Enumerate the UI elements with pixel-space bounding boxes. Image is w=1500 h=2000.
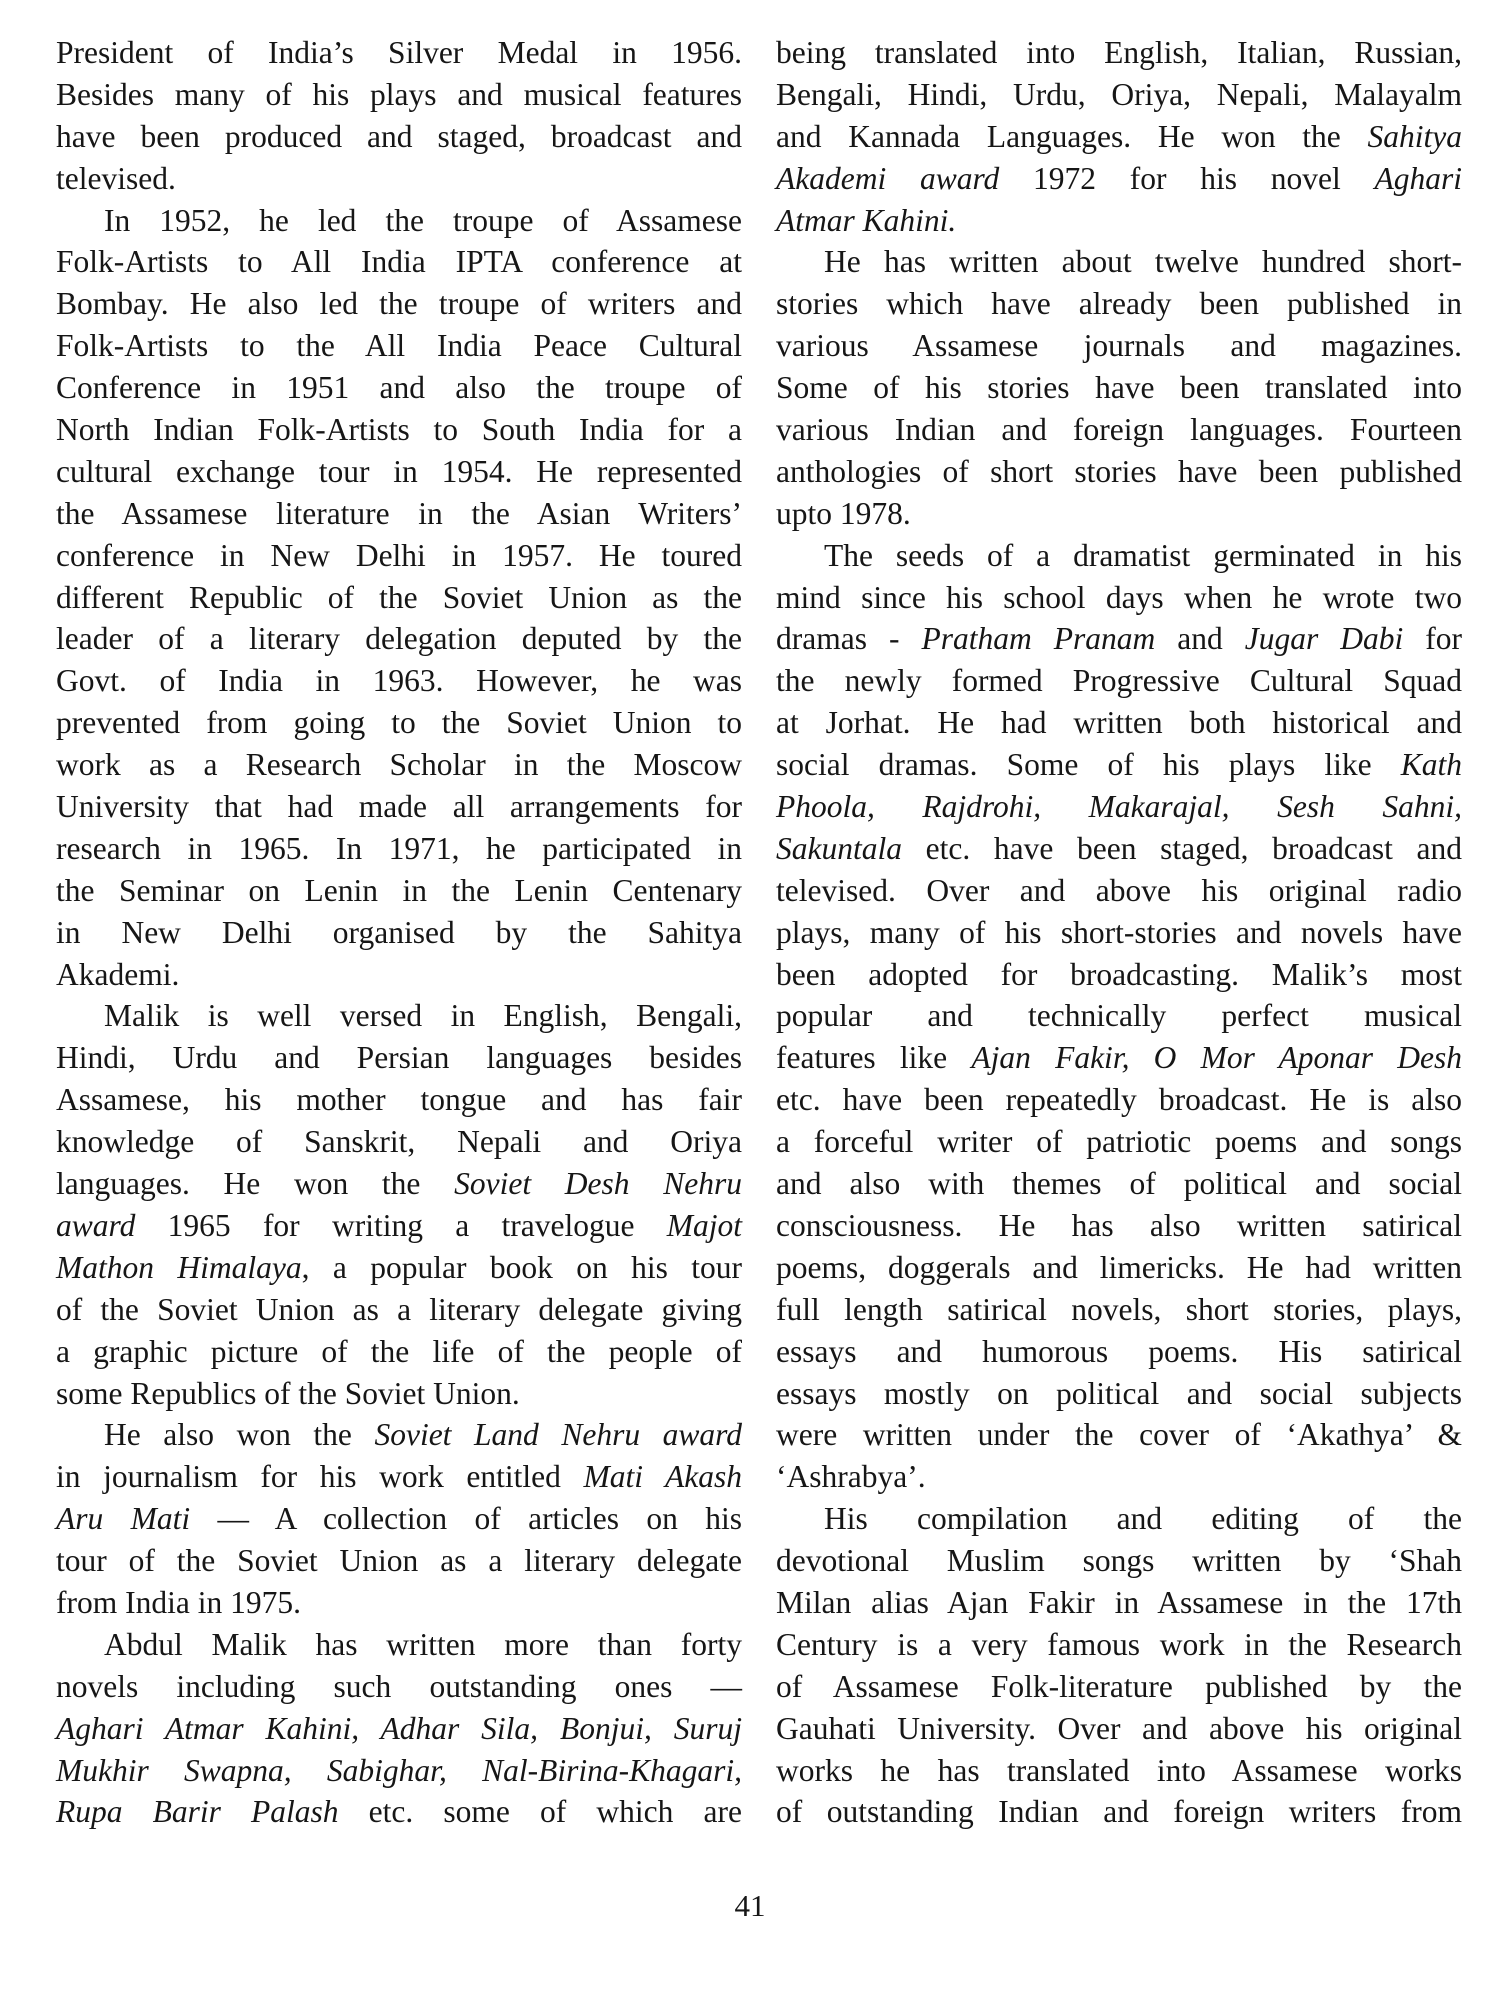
text-line: tour of the Soviet Union as a literary delegate [56,1543,742,1579]
text-line: televised. [56,160,176,196]
text-line: Akademi. [56,956,180,992]
text-line: and also with themes of political and social [776,1166,1462,1202]
text-line: the Assamese literature in the Asian Writers’ [56,495,742,531]
text-line: different Republic of the Soviet Union as the [56,579,742,615]
text-line: award 1965 for writing a travelogue Majot [56,1207,742,1243]
text-line: being translated into English, Italian, Russian, [776,35,1462,70]
text-line: were written under the cover of ‘Akathya’ & [776,1417,1462,1453]
text-line: social dramas. Some of his plays like Kath [776,747,1462,783]
text-line: dramas - Pratham Pranam and Jugar Dabi for [776,621,1463,657]
text-line: University that had made all arrangements for [56,789,742,825]
text-line: various Indian and foreign languages. Fourteen [776,412,1462,448]
text-line: research in 1965. In 1971, he participated in [56,830,742,866]
text-line: the newly formed Progressive Cultural Squad [776,663,1462,699]
page-number: 41 [734,1888,766,1923]
text-line: President of India’s Silver Medal in 1956. [56,35,742,70]
text-line: Rupa Barir Palash etc. some of which are [56,1794,742,1830]
text-line: Bombay. He also led the troupe of writers and [56,286,742,322]
text-line: of outstanding Indian and foreign writers from [776,1794,1462,1830]
text-line: upto 1978. [776,495,911,531]
text-line: have been produced and staged, broadcast and [56,118,742,154]
text-line: Bengali, Hindi, Urdu, Oriya, Nepali, Malayalm [776,76,1462,112]
text-line: works he has translated into Assamese works [776,1752,1462,1788]
text-line: a forceful writer of patriotic poems and songs [776,1124,1462,1160]
text-line: some Republics of the Soviet Union. [56,1375,520,1411]
right-text-column [776,32,1462,1833]
text-line: consciousness. He has also written satirical [776,1207,1462,1243]
text-line: from India in 1975. [56,1584,301,1620]
text-line: and Kannada Languages. He won the Sahitya [776,118,1462,154]
text-line: Besides many of his plays and musical features [56,76,742,112]
text-line: He has written about twelve hundred short- [824,244,1462,280]
text-line: Malik is well versed in English, Bengali, [104,998,742,1034]
text-line: poems, doggerals and limericks. He had written [776,1249,1462,1285]
text-line: work as a Research Scholar in the Moscow [56,747,742,783]
text-line: The seeds of a dramatist germinated in his [824,537,1462,573]
text-line: conference in New Delhi in 1957. He toured [56,537,742,573]
text-line: ‘Ashrabya’. [776,1459,926,1495]
text-line: mind since his school days when he wrote two [776,579,1462,615]
text-line: Century is a very famous work in the Research [776,1626,1462,1662]
text-line: knowledge of Sanskrit, Nepali and Oriya [56,1124,742,1160]
text-line: Govt. of India in 1963. However, he was [56,663,742,699]
text-line: anthologies of short stories have been published [776,453,1462,489]
text-line: Milan alias Ajan Fakir in Assamese in the 17th [776,1584,1462,1620]
text-line: at Jorhat. He had written both historical and [776,705,1462,741]
text-line: in New Delhi organised by the Sahitya [56,914,742,950]
text-line: been adopted for broadcasting. Malik’s most [776,956,1462,992]
text-line: He also won the Soviet Land Nehru award [104,1417,742,1453]
text-line: a graphic picture of the life of the people of [56,1333,742,1369]
text-line: Akademi award 1972 for his novel Aghari [776,160,1462,196]
text-line: plays, many of his short-stories and novels have [776,914,1462,950]
text-line: Atmar Kahini. [776,202,957,238]
text-line: televised. Over and above his original radio [776,872,1462,908]
text-line: Some of his stories have been translated into [776,370,1462,406]
text-line: leader of a literary delegation deputed by the [56,621,742,657]
text-line: Mukhir Swapna, Sabighar, Nal-Birina-Khagari, [56,1752,742,1788]
text-line: languages. He won the Soviet Desh Nehru [56,1166,742,1202]
text-line: the Seminar on Lenin in the Lenin Centenary [56,872,742,908]
text-line: popular and technically perfect musical [776,998,1462,1034]
text-line: essays and humorous poems. His satirical [776,1333,1462,1369]
text-line: of the Soviet Union as a literary delegate giving [56,1291,742,1327]
text-line: Sakuntala etc. have been staged, broadcast and [776,830,1462,866]
text-line: Gauhati University. Over and above his original [776,1710,1462,1746]
text-line: Phoola, Rajdrohi, Makarajal, Sesh Sahni, [776,789,1462,825]
text-line: of Assamese Folk-literature published by the [776,1668,1462,1704]
text-line: Aghari Atmar Kahini, Adhar Sila, Bonjui, Suruj [56,1710,742,1746]
text-line: His compilation and editing of the [824,1501,1462,1537]
text-line: In 1952, he led the troupe of Assamese [104,202,742,238]
text-line: etc. have been repeatedly broadcast. He is also [776,1082,1462,1118]
text-line: in journalism for his work entitled Mati Akash [56,1459,742,1495]
text-line: Abdul Malik has written more than forty [104,1626,742,1662]
text-line: devotional Muslim songs written by ‘Shah [776,1543,1462,1579]
text-line: Hindi, Urdu and Persian languages besides [56,1040,742,1076]
text-line: North Indian Folk-Artists to South India for a [56,412,742,448]
text-line: stories which have already been published in [776,286,1462,322]
text-line: features like Ajan Fakir, O Mor Aponar Desh [776,1040,1463,1076]
text-line: Assamese, his mother tongue and has fair [56,1082,742,1118]
text-line: Aru Mati — A collection of articles on his [56,1501,743,1537]
text-line: Conference in 1951 and also the troupe of [56,370,742,406]
text-line: Folk-Artists to the All India Peace Cultural [56,328,742,364]
text-line: cultural exchange tour in 1954. He represented [56,453,742,489]
text-line: full length satirical novels, short stories, plays, [776,1291,1462,1327]
text-line: Mathon Himalaya, a popular book on his tour [56,1249,742,1285]
text-line: novels including such outstanding ones — [56,1668,742,1704]
text-line: various Assamese journals and magazines. [776,328,1462,364]
text-line: prevented from going to the Soviet Union to [56,705,742,741]
left-text-column [56,32,742,1833]
text-line: essays mostly on political and social subjects [776,1375,1462,1411]
text-line: Folk-Artists to All India IPTA conference at [56,244,742,280]
